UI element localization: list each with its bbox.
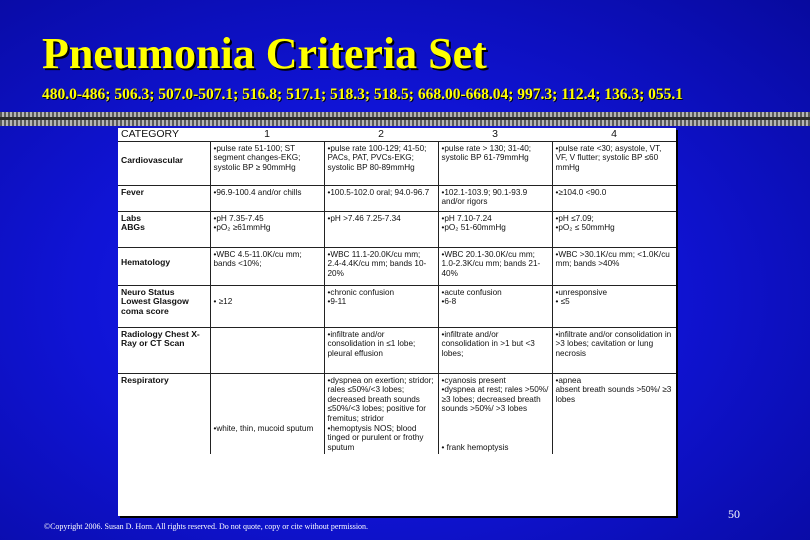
table-row-neuro: [118, 285, 676, 327]
criteria-cell: [552, 185, 676, 211]
category-cell: [118, 141, 210, 185]
category-label: Lowest Glasgow coma score: [121, 296, 189, 316]
category-cell: [118, 373, 210, 454]
criteria-cell: [324, 247, 438, 285]
cell-text: •infiltrate and/or consolidation in >1 but <3 lobes;: [441, 329, 535, 358]
cell-text: • ≥12: [213, 297, 233, 307]
category-cell: [118, 285, 210, 327]
category-label: ABGs: [121, 222, 145, 233]
cell-text: •infiltrate and/or consolidation in >3 lobes; cavitation or lung necrosis: [555, 329, 672, 358]
category-cell: [118, 327, 210, 373]
cell-text: •pH >7.46 7.25-7.34: [327, 213, 401, 223]
cell-text: •96.9-100.4 and/or chills: [213, 187, 302, 197]
criteria-cell: [324, 211, 438, 247]
header-level-3: 3: [438, 128, 552, 141]
icd-code-list: 480.0-486; 506.3; 507.0-507.1; 516.8; 517.1; 518.3; 518.5; 668.00-668.04; 997.3; 112.4; 136.3; 055.1: [42, 86, 684, 103]
category-cell: [118, 247, 210, 285]
cell-text: •acute confusion •6-8: [441, 287, 502, 307]
cell-text: •WBC 11.1-20.0K/cu mm; 2.4-4.4K/cu mm; bands 10-20%: [327, 249, 427, 278]
criteria-cell: [552, 141, 676, 185]
table-row-respiratory: [118, 373, 676, 454]
criteria-cell: [210, 211, 324, 247]
cell-text: •≥104.0 <90.0: [555, 187, 607, 197]
cell-text: •pulse rate <30; asystole, VT, VF, V flutter; systolic BP ≤60 mmHg: [555, 143, 662, 172]
slide-title: Pneumonia Criteria Set: [42, 29, 487, 78]
criteria-table: [118, 128, 676, 454]
table-header-row: [118, 128, 676, 141]
category-label: Respiratory: [121, 374, 169, 385]
cell-text: •apnea absent breath sounds >50%/ ≥3 lobes: [555, 375, 672, 404]
cell-text: •pulse rate 100-129; 41-50; PACs, PAT, PVCs-EKG; systolic BP 80-89mmHg: [327, 143, 427, 172]
criteria-cell: [552, 285, 676, 327]
cell-text: •WBC 20.1-30.0K/cu mm; 1.0-2.3K/cu mm; bands 21-40%: [441, 249, 541, 278]
cell-text: •pulse rate 51-100; ST segment changes-EKG; systolic BP ≥ 90mmHg: [213, 143, 301, 172]
criteria-cell: [210, 327, 324, 373]
table-row-radiology: [118, 327, 676, 373]
cell-text: •dyspnea on exertion; stridor; rales ≤50%/<3 lobes; decreased breath sounds ≤50%/<3 lobes; positive for fremitus; stridor •hemoptysis NOS; blood tinged or purulent or frothy sputum: [327, 375, 434, 452]
header-category: CATEGORY: [118, 128, 210, 141]
title-divider: [0, 112, 810, 126]
criteria-cell: [210, 373, 324, 454]
cell-text: •unresponsive • ≤5: [555, 287, 608, 307]
cell-text: •chronic confusion •9-11: [327, 287, 395, 307]
criteria-cell: [324, 285, 438, 327]
criteria-cell: [324, 373, 438, 454]
cell-text: •pH 7.35-7.45 •pO₂ ≥61mmHg: [213, 213, 271, 233]
criteria-cell: [438, 211, 552, 247]
criteria-cell: [552, 327, 676, 373]
header-level-4: 4: [552, 128, 676, 141]
cell-text: •WBC 4.5-11.0K/cu mm; bands <10%;: [213, 249, 302, 269]
criteria-cell: [438, 141, 552, 185]
criteria-cell: [438, 247, 552, 285]
header-level-1: 1: [210, 128, 324, 141]
category-label: Fever: [121, 186, 144, 197]
slide-number: 50: [728, 507, 740, 521]
table-row-fever: [118, 185, 676, 211]
criteria-cell: [210, 185, 324, 211]
header-level-2: 2: [324, 128, 438, 141]
table-row-labs: [118, 211, 676, 247]
criteria-cell: [210, 247, 324, 285]
cell-text: •WBC >30.1K/cu mm; <1.0K/cu mm; bands >40%: [555, 249, 670, 269]
category-label: Neuro Status: [121, 286, 175, 297]
criteria-cell: [324, 141, 438, 185]
table-row-hematology: [118, 247, 676, 285]
cell-text: •cyanosis present •dyspnea at rest; rales >50%/ ≥3 lobes; decreased breath sounds >50%/ >3 lobes • frank hemoptysis: [441, 375, 549, 452]
cell-text: •pulse rate > 130; 31-40; systolic BP 61-79mmHg: [441, 143, 532, 163]
criteria-cell: [210, 285, 324, 327]
criteria-cell: [552, 247, 676, 285]
cell-text: •infiltrate and/or consolidation in ≤1 lobe; pleural effusion: [327, 329, 416, 358]
criteria-cell: [438, 327, 552, 373]
criteria-table-panel: [118, 128, 676, 516]
cell-text: •pH 7.10-7.24 •pO₂ 51-60mmHg: [441, 213, 506, 233]
category-cell: [118, 185, 210, 211]
copyright-notice: ©Copyright 2006. Susan D. Horn. All rights reserved. Do not quote, copy or cite without permission.: [44, 522, 369, 531]
criteria-cell: [552, 211, 676, 247]
category-cell: [118, 211, 210, 247]
category-label: Labs: [121, 212, 142, 223]
criteria-cell: [210, 141, 324, 185]
cell-text: •white, thin, mucoid sputum: [213, 423, 314, 433]
category-label: Hematology: [121, 256, 171, 267]
table-row-cardiovascular: [118, 141, 676, 185]
criteria-cell: [324, 185, 438, 211]
criteria-cell: [552, 373, 676, 454]
cell-text: •102.1-103.9; 90.1-93.9 and/or rigors: [441, 187, 528, 207]
category-label: Cardiovascular: [121, 154, 184, 165]
category-label: Radiology Chest X-Ray or CT Scan: [121, 328, 200, 349]
criteria-cell: [438, 373, 552, 454]
cell-text: •100.5-102.0 oral; 94.0-96.7: [327, 187, 430, 197]
criteria-cell: [324, 327, 438, 373]
criteria-cell: [438, 285, 552, 327]
cell-text: •pH ≤7.09; •pO₂ ≤ 50mmHg: [555, 213, 615, 233]
criteria-cell: [438, 185, 552, 211]
